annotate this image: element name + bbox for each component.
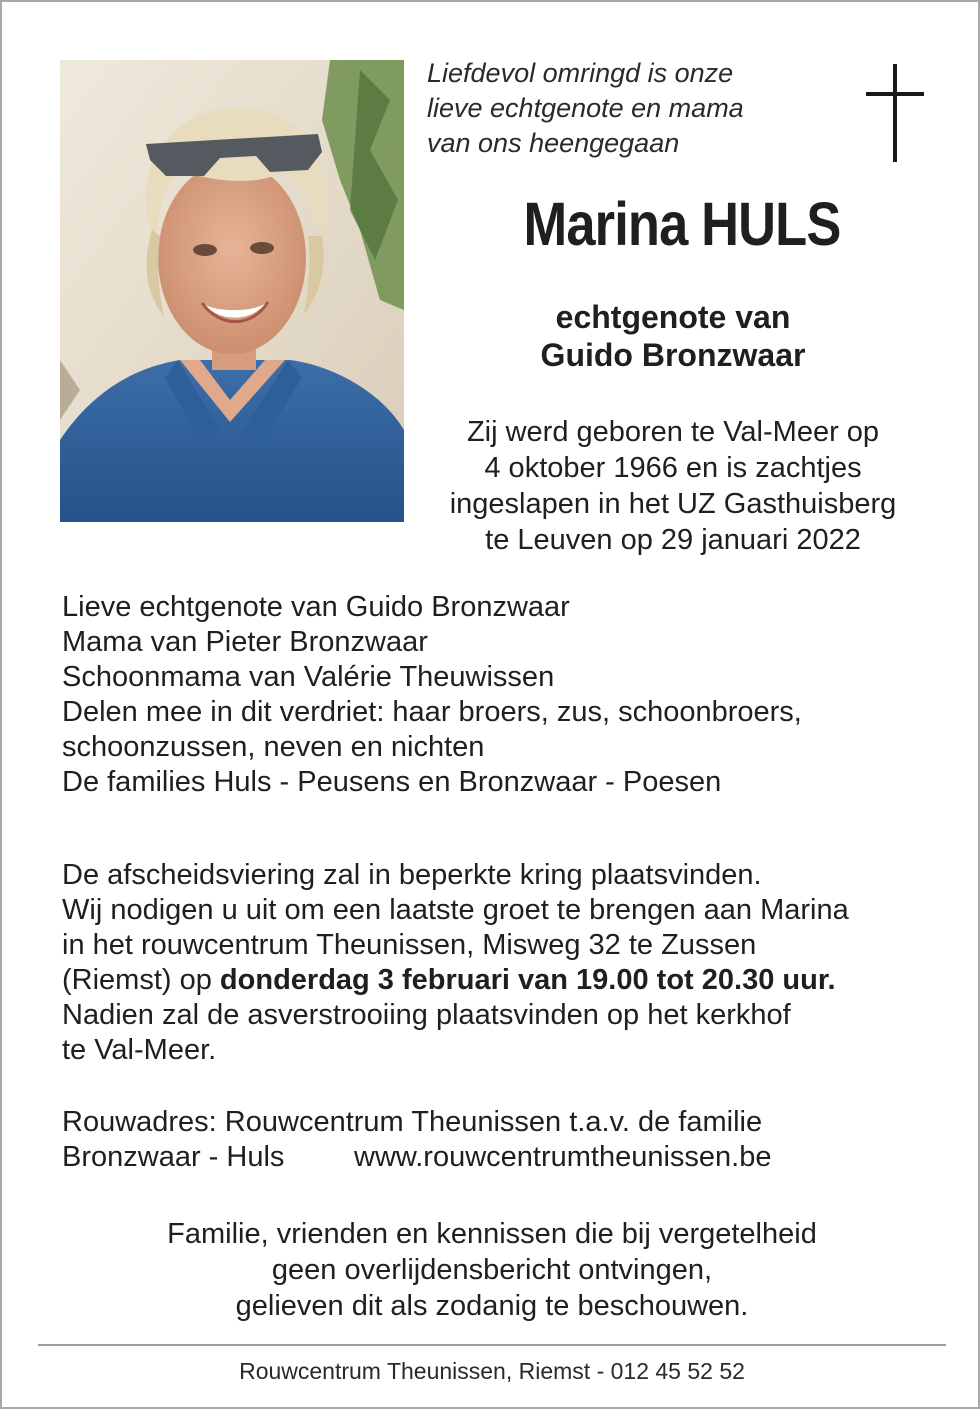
- notice-line: geen overlijdensbericht ontvingen,: [271, 1254, 713, 1286]
- spouse-line: Guido Bronzwaar: [540, 337, 806, 373]
- deceased-name: Marina HULS: [523, 190, 841, 258]
- relative-line: De families Huls - Peusens en Bronzwaar - Poesen: [62, 766, 722, 798]
- mourning-address: [62, 1105, 942, 1175]
- address-row: [62, 1140, 942, 1175]
- relatives-list: [62, 590, 942, 800]
- footer-contact: Rouwcentrum Theunissen, Riemst - 012 45 52 52: [239, 1358, 745, 1384]
- ceremony-date-time: donderdag 3 februari van 19.00 tot 20.30 uur.: [219, 964, 836, 996]
- relative-line: Mama van Pieter Bronzwaar: [62, 626, 428, 658]
- relative-line: Lieve echtgenote van Guido Bronzwaar: [62, 591, 570, 623]
- divider: [38, 1344, 946, 1346]
- ceremony-info: [62, 858, 942, 1068]
- intro-line: Liefdevol omringd is onze: [427, 58, 734, 88]
- notice-text: [2, 1216, 980, 1324]
- notice-line: gelieven dit als zodanig te beschouwen.: [235, 1290, 749, 1322]
- portrait-illustration: [60, 60, 404, 522]
- relative-line: schoonzussen, neven en nichten: [62, 731, 485, 763]
- intro-line: lieve echtgenote en mama: [427, 93, 744, 123]
- address-family: Bronzwaar - Huls: [62, 1141, 285, 1173]
- ceremony-line: Wij nodigen u uit om een laatste groet te brengen aan Marina: [62, 894, 849, 926]
- spouse-line: echtgenote van: [555, 299, 791, 335]
- website-link[interactable]: www.rouwcentrumtheunissen.be: [354, 1141, 772, 1173]
- ceremony-line: De afscheidsviering zal in beperkte kring plaatsvinden.: [62, 859, 762, 891]
- ceremony-line: in het rouwcentrum Theunissen, Misweg 32 te Zussen: [62, 929, 757, 961]
- biography: [422, 414, 924, 558]
- ceremony-line: [62, 963, 942, 998]
- ceremony-line: Nadien zal de asverstrooiing plaatsvinden op het kerkhof: [62, 999, 791, 1031]
- bio-line: te Leuven op 29 januari 2022: [485, 524, 861, 556]
- notice-line: Familie, vrienden en kennissen die bij vergetelheid: [167, 1218, 817, 1250]
- intro-line: van ons heengegaan: [427, 128, 680, 158]
- ceremony-line: te Val-Meer.: [62, 1034, 217, 1066]
- ceremony-date-prefix: (Riemst) op: [62, 964, 220, 996]
- intro-text: [427, 56, 847, 161]
- cross-icon: [866, 64, 924, 162]
- bio-line: Zij werd geboren te Val-Meer op: [466, 416, 880, 448]
- bio-line: ingeslapen in het UZ Gasthuisberg: [449, 488, 897, 520]
- spouse-info: [432, 298, 914, 374]
- portrait-photo: [60, 60, 404, 522]
- bio-line: 4 oktober 1966 en is zachtjes: [484, 452, 862, 484]
- address-line: Rouwadres: Rouwcentrum Theunissen t.a.v. de familie: [62, 1106, 763, 1138]
- relative-line: Delen mee in dit verdriet: haar broers, zus, schoonbroers,: [62, 696, 802, 728]
- relative-line: Schoonmama van Valérie Theuwissen: [62, 661, 555, 693]
